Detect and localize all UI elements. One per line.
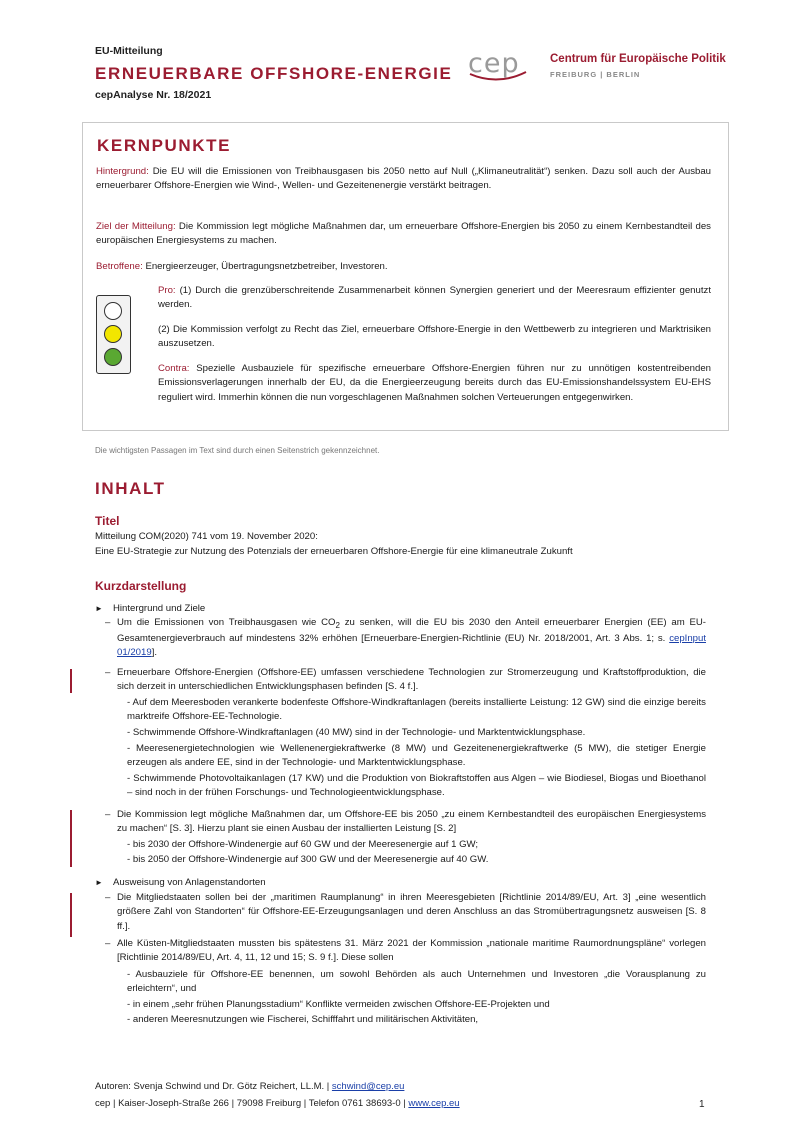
footer-address-text: cep | Kaiser-Joseph-Straße 266 | 79098 Freiburg | Telefon 0761 38693-0 | (95, 1098, 409, 1109)
contra-paragraph (158, 362, 711, 405)
item-text: Erneuerbare Offshore-Energien (Offshore-EE) umfassen verschiedene Technologien zur Stromerzeugung und Kraftstoffproduktion, die sich derzeit in unterschiedlichen Entwicklungsphasen befinden [S. 4 f.]. (117, 667, 706, 693)
item-text: Alle Küsten-Mitgliedstaaten mussten bis spätestens 31. März 2021 der Kommission „nationale maritime Raumordnungspläne“ vorlegen [Richtlinie 2014/89/EU, Art. 4, 11, 12 und 15; S. 9 f.]. Diese sollen (117, 938, 706, 964)
sub-item-text: Ausbauziele für Offshore-EE benennen, um sowohl Behörden als auch Unternehmen und Investoren „die Vorausplanung zu erleichtern“, und (127, 969, 706, 995)
list-item: – Erneuerbare Offshore-Energien (Offshore-EE) umfassen verschiedene Technologien zur Stromerzeugung und Kraftstoffproduktion, die sich derzeit in unterschiedlichen Entwicklungsphasen befinden [S. 4 f.]. (105, 667, 706, 693)
bullet-arrow-icon: ► (95, 878, 103, 887)
marker-caption: Die wichtigsten Passagen im Text sind durch einen Seitenstrich gekennzeichnet. (95, 446, 380, 455)
item-text-end: ]. (151, 647, 158, 659)
item-subscript: 2 (335, 620, 340, 630)
sub-list-item: - in einem „sehr frühen Planungsstadium“ Konflikte vermeiden zwischen Offshore-EE-Projekten und (127, 999, 550, 1010)
cepinput-link[interactable]: cepInput 01/2019 (117, 632, 706, 659)
footer-authors (95, 1080, 404, 1094)
analysis-number: cepAnalyse Nr. 18/2021 (95, 89, 212, 101)
item-text: Die Kommission legt mögliche Maßnahmen dar, um Offshore-EE bis 2050 „zu einem Kernbestandteil des europäischen Energiesystems zu machen“ [S. 3]. Hierzu plant sie einen Ausbau der installierten Leistung [S. 2] (117, 809, 706, 835)
sub-item-text: Auf dem Meeresboden verankerte bodenfeste Offshore-Windkraftanlagen (bereits installierte Leistung: 12 GW) sind die einzige bereits marktreife Offshore-EE-Technologie. (127, 697, 706, 723)
sub-item-text: bis 2050 der Offshore-Windenergie auf 300 GW und der Meeresenergie auf 40 GW. (132, 854, 489, 865)
betroffene-label: Betroffene: (96, 261, 143, 272)
page-number: 1 (699, 1099, 705, 1110)
list-item: – Um die Emissionen von Treibhausgasen wie $CO_2$ zu senken, will die EU bis 2030 den Anteil erneuerbarer Energien (EE) am EU-Gesamtenergieverbrauch auf mindestens 32% erhöhen [Erneuerbare-Energien-Richtlinie (EU) Nr. 2018/2001, Art. 3 Abs. 1; s. cepInput 01/2019]. (105, 617, 706, 659)
website-link[interactable]: www.cep.eu (408, 1098, 460, 1109)
lamp-yellow-icon (104, 325, 122, 343)
side-marker (70, 893, 72, 937)
pro-text-1: (1) Durch die grenzüberschreitende Zusammenarbeit können Synergien generiert und der Meeresraum effizienter genutzt werden. (158, 285, 711, 311)
kernpunkte-box (82, 122, 729, 431)
footer-address (95, 1097, 460, 1111)
bullet-arrow-icon: ► (95, 604, 103, 613)
logo-swoosh-icon (468, 70, 528, 84)
cep-logo (468, 44, 738, 86)
document-title: ERNEUERBARE OFFSHORE-ENERGIE (95, 64, 453, 83)
sub-list-item: - Auf dem Meeresboden verankerte bodenfeste Offshore-Windkraftanlagen (bereits installierte Leistung: 12 GW) sind die einzige bereits marktreife Offshore-EE-Technologie. (127, 697, 706, 723)
bullet-standorte (95, 876, 266, 890)
logo-mark: cep (468, 48, 520, 79)
side-marker (70, 810, 72, 867)
pro-paragraph-2: (2) Die Kommission verfolgt zu Recht das Ziel, erneuerbare Offshore-Energie in den Wettbewerb zu integrieren und Marktrisiken auszusetzen. (158, 324, 711, 350)
logo-city: FREIBURG | BERLIN (550, 70, 641, 79)
contra-label: Contra: (158, 363, 190, 374)
ziel-text: Die Kommission legt mögliche Maßnahmen dar, um erneuerbare Offshore-Energien bis 2050 zu einem Kernbestandteil des europäischen Energiesystems zu machen. (96, 221, 711, 247)
sub-list-item: - anderen Meeresnutzungen wie Fischerei, Schifffahrt und militärischen Aktivitäten, (127, 1014, 479, 1025)
item-text: Um die Emissionen von Treibhausgasen wie CO (117, 617, 336, 628)
email-link[interactable]: schwind@cep.eu (331, 1081, 405, 1092)
logo-name: Centrum für Europäische Politik (550, 53, 726, 65)
titel-heading: Titel (95, 514, 120, 528)
hintergrund-paragraph (96, 165, 711, 194)
sub-item-text: anderen Meeresnutzungen wie Fischerei, Schifffahrt und militärischen Aktivitäten, (132, 1014, 479, 1025)
sub-item-text: bis 2030 der Offshore-Windenergie auf 60 GW und der Meeresenergie auf 1 GW; (132, 839, 479, 850)
kurzdarstellung-heading: Kurzdarstellung (95, 579, 187, 593)
titel-line-2: Eine EU-Strategie zur Nutzung des Potenzials der erneuerbaren Offshore-Energie für eine klimaneutrale Zukunft (95, 546, 573, 557)
item-text: Die Mitgliedstaaten sollen bei der „maritimen Raumplanung“ in ihren Meeresgebieten [Richtlinie 2014/89/EU, Art. 3] „eine wesentlich größere Zahl von Standorten“ für Offshore-EE-Erzeugungsanlagen und deren Anschluss an das Stromübertragungsnetz ausweisen [S. 8 ff.]. (117, 892, 706, 932)
titel-line-1: Mitteilung COM(2020) 741 vom 19. November 2020: (95, 531, 318, 542)
inhalt-heading: INHALT (95, 479, 166, 498)
pro-paragraph-1 (158, 284, 711, 313)
sub-list-item: - bis 2030 der Offshore-Windenergie auf 60 GW und der Meeresenergie auf 1 GW; (127, 839, 479, 850)
sub-list-item: - bis 2050 der Offshore-Windenergie auf 300 GW und der Meeresenergie auf 40 GW. (127, 854, 489, 865)
sub-item-text: Schwimmende Photovoltaikanlagen (17 KW) und die Produktion von Biokraftstoffen aus Algen – wie Biodiesel, Biogas und Bioethanol – sind noch in der frühen Forschungs- und Technologieentwicklungsphase. (127, 773, 706, 799)
lamp-white-icon (104, 302, 122, 320)
betroffene-text: Energieerzeuger, Übertragungsnetzbetreiber, Investoren. (145, 261, 388, 272)
side-marker (70, 669, 72, 693)
contra-text: Spezielle Ausbauziele für spezifische erneuerbare Offshore-Energien führen nur zu unnötigen kostentreibenden Emissionsverlagerungen innerhalb der EU, da die Energieerzeugung bereits durch das EU-Emissionshandelssystem EU-EHS reguliert wird. Immerhin können die nun vorgeschlagenen Maßnahmen solchen Verteuerungen entgegenwirken. (158, 363, 711, 403)
pro-label: Pro: (158, 285, 176, 296)
ziel-paragraph (96, 220, 711, 249)
kernpunkte-heading: KERNPUNKTE (97, 136, 232, 155)
sub-item-text: Schwimmende Offshore-Windkraftanlagen (40 MW) sind in der Technologie- und Marktentwicklungsphase. (132, 727, 586, 738)
betroffene-paragraph (96, 260, 711, 274)
hintergrund-label: Hintergrund: (96, 166, 149, 177)
sub-list-item: - Meeresenergietechnologien wie Wellenenergiekraftwerke (8 MW) und Gezeitenenergiekraftwerke (5 MW), die stetiger Energie erzeugen als andere EE, sind in der Technologie- und Marktentwicklungsphase. (127, 743, 706, 769)
sub-list-item: - Ausbauziele für Offshore-EE benennen, um sowohl Behörden als auch Unternehmen und Investoren „die Vorausplanung zu erleichtern“, und (127, 969, 706, 995)
sub-item-text: in einem „sehr frühen Planungsstadium“ Konflikte vermeiden zwischen Offshore-EE-Projekten und (132, 999, 550, 1010)
document-kicker: EU-Mitteilung (95, 45, 163, 57)
sub-item-text: Meeresenergietechnologien wie Wellenenergiekraftwerke (8 MW) und Gezeitenenergiekraftwerke (5 MW), die stetiger Energie erzeugen als andere EE, sind in der Technologie- und Marktentwicklungsphase. (127, 743, 706, 769)
traffic-light-icon (96, 295, 131, 374)
footer-authors-text: Autoren: Svenja Schwind und Dr. Götz Reichert, LL.M. | (95, 1081, 332, 1092)
sub-list-item: - Schwimmende Photovoltaikanlagen (17 KW) und die Produktion von Biokraftstoffen aus Algen – wie Biodiesel, Biogas und Bioethanol – sind noch in der frühen Forschungs- und Technologieentwicklungsphase. (127, 773, 706, 799)
bullet-hintergrund-label: Hintergrund und Ziele (113, 603, 206, 614)
bullet-hintergrund (95, 602, 205, 616)
list-item: – Die Mitgliedstaaten sollen bei der „maritimen Raumplanung“ in ihren Meeresgebieten [Richtlinie 2014/89/EU, Art. 3] „eine wesentlich größere Zahl von Standorten“ für Offshore-EE-Erzeugungsanlagen und deren Anschluss an das Stromübertragungsnetz ausweisen [S. 8 ff.]. (105, 892, 706, 932)
hintergrund-text: Die EU will die Emissionen von Treibhausgasen bis 2050 netto auf Null („Klimaneutralität“) senken. Dazu soll auch der Ausbau erneuerbarer Offshore-Energien wie Wind-, Wellen- und Gezeitenenergie verstärkt beitragen. (96, 166, 712, 192)
bullet-standorte-label: Ausweisung von Anlagenstandorten (113, 877, 266, 888)
lamp-green-icon (104, 348, 122, 366)
list-item: – Alle Küsten-Mitgliedstaaten mussten bis spätestens 31. März 2021 der Kommission „nationale maritime Raumordnungspläne“ vorlegen [Richtlinie 2014/89/EU, Art. 4, 11, 12 und 15; S. 9 f.]. Diese sollen (105, 938, 706, 964)
ziel-label: Ziel der Mitteilung: (96, 221, 176, 232)
list-item: – Die Kommission legt mögliche Maßnahmen dar, um Offshore-EE bis 2050 „zu einem Kernbestandteil des europäischen Energiesystems zu machen“ [S. 3]. Hierzu plant sie einen Ausbau der installierten Leistung [S. 2] (105, 809, 706, 835)
item-text-cont: zu senken, will die EU bis 2030 den Anteil erneuerbarer Energien (EE) am EU-Gesamtenergieverbrauch auf mindestens 32% erhöhen [Erneuerbare-Energien-Richtlinie (EU) Nr. 2018/2001, Art. 3 Abs. 1; s. (117, 617, 706, 644)
sub-list-item: - Schwimmende Offshore-Windkraftanlagen (40 MW) sind in der Technologie- und Marktentwicklungsphase. (127, 727, 586, 738)
